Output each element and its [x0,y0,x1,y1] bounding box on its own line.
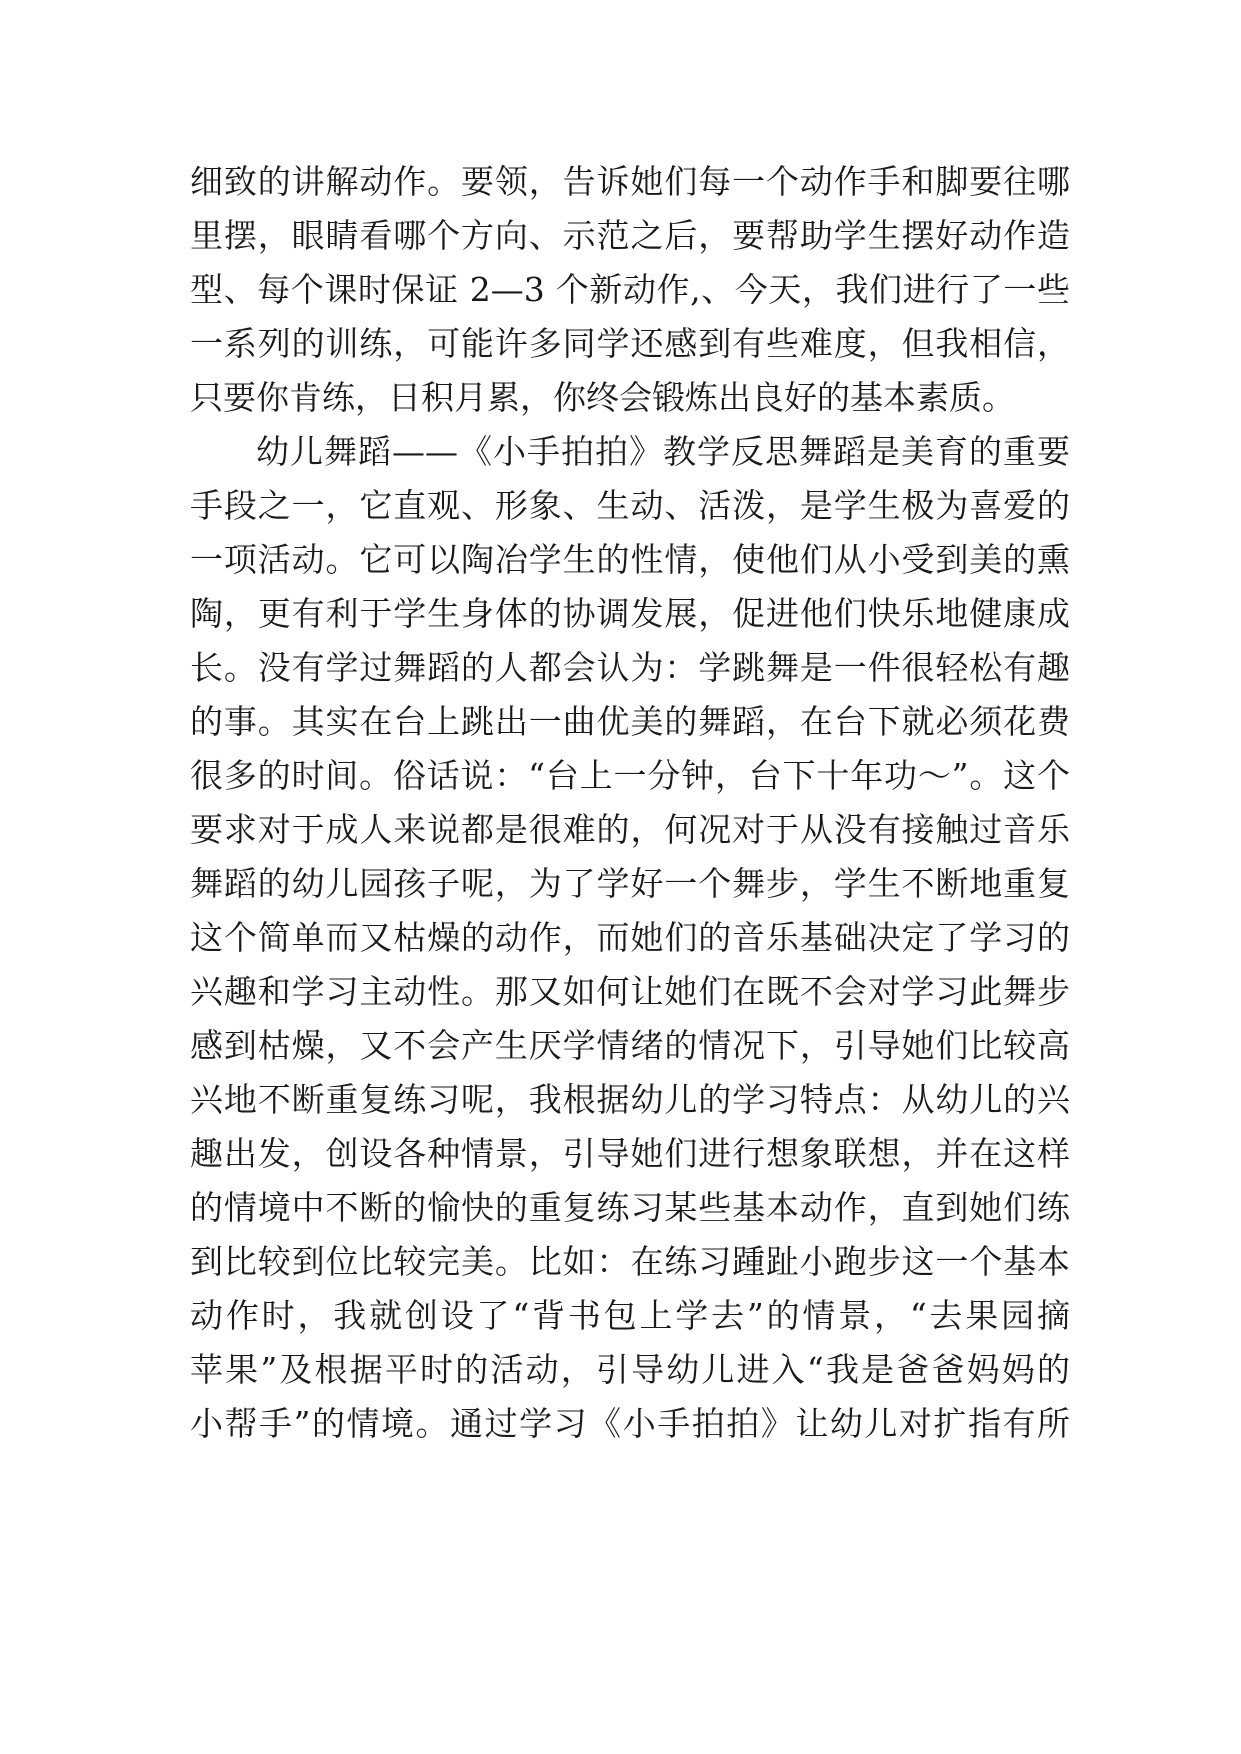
text-line: 兴地不断重复练习呢，我根据幼儿的学习特点：从幼儿的兴 [190,1080,1070,1119]
document-body [190,155,1070,1451]
text-line: 细致的讲解动作。要领，告诉她们每一个动作手和脚要往哪 [190,162,1070,201]
text-line: 很多的时间。俗话说：“台上一分钟，台下十年功～”。这个 [190,756,1070,795]
text-line: 陶，更有利于学生身体的协调发展，促进他们快乐地健康成 [190,594,1070,633]
text-line: 要求对于成人来说都是很难的，何况对于从没有接触过音乐 [190,810,1070,849]
text-line: 幼儿舞蹈——《小手拍拍》教学反思舞蹈是美育的重要 [256,432,1070,471]
text-line: 手段之一，它直观、形象、生动、活泼，是学生极为喜爱的 [190,486,1070,525]
text-line: 趣出发，创设各种情景，引导她们进行想象联想，并在这样 [190,1134,1070,1173]
text-line: 舞蹈的幼儿园孩子呢，为了学好一个舞步，学生不断地重复 [190,864,1070,903]
paragraph-1 [190,155,1070,425]
text-line: 到比较到位比较完美。比如：在练习踵趾小跑步这一个基本 [190,1242,1070,1281]
paragraph-2 [190,425,1070,1451]
text-line: 长。没有学过舞蹈的人都会认为：学跳舞是一件很轻松有趣 [190,648,1070,687]
text-line: 一项活动。它可以陶冶学生的性情，使他们从小受到美的熏 [190,540,1070,579]
text-line: 一系列的训练，可能许多同学还感到有些难度，但我相信， [190,324,1070,363]
text-line: 动作时，我就创设了“背书包上学去”的情景，“去果园摘 [190,1296,1070,1335]
text-line: 这个简单而又枯燥的动作，而她们的音乐基础决定了学习的 [190,918,1070,957]
text-line: 小帮手”的情境。通过学习《小手拍拍》让幼儿对扩指有所 [190,1404,1070,1443]
text-line: 兴趣和学习主动性。那又如何让她们在既不会对学习此舞步 [190,972,1070,1011]
text-line: 的事。其实在台上跳出一曲优美的舞蹈，在台下就必须花费 [190,702,1070,741]
text-line: 的情境中不断的愉快的重复练习某些基本动作，直到她们练 [190,1188,1070,1227]
text-line: 只要你肯练，日积月累，你终会锻炼出良好的基本素质。 [190,378,1015,417]
text-line: 感到枯燥，又不会产生厌学情绪的情况下，引导她们比较高 [190,1026,1070,1065]
text-line: 里摆，眼睛看哪个方向、示范之后，要帮助学生摆好动作造 [190,216,1070,255]
text-line: 型、每个课时保证 2—3 个新动作,、今天，我们进行了一些 [190,270,1070,309]
text-line: 苹果”及根据平时的活动，引导幼儿进入“我是爸爸妈妈的 [190,1350,1070,1389]
